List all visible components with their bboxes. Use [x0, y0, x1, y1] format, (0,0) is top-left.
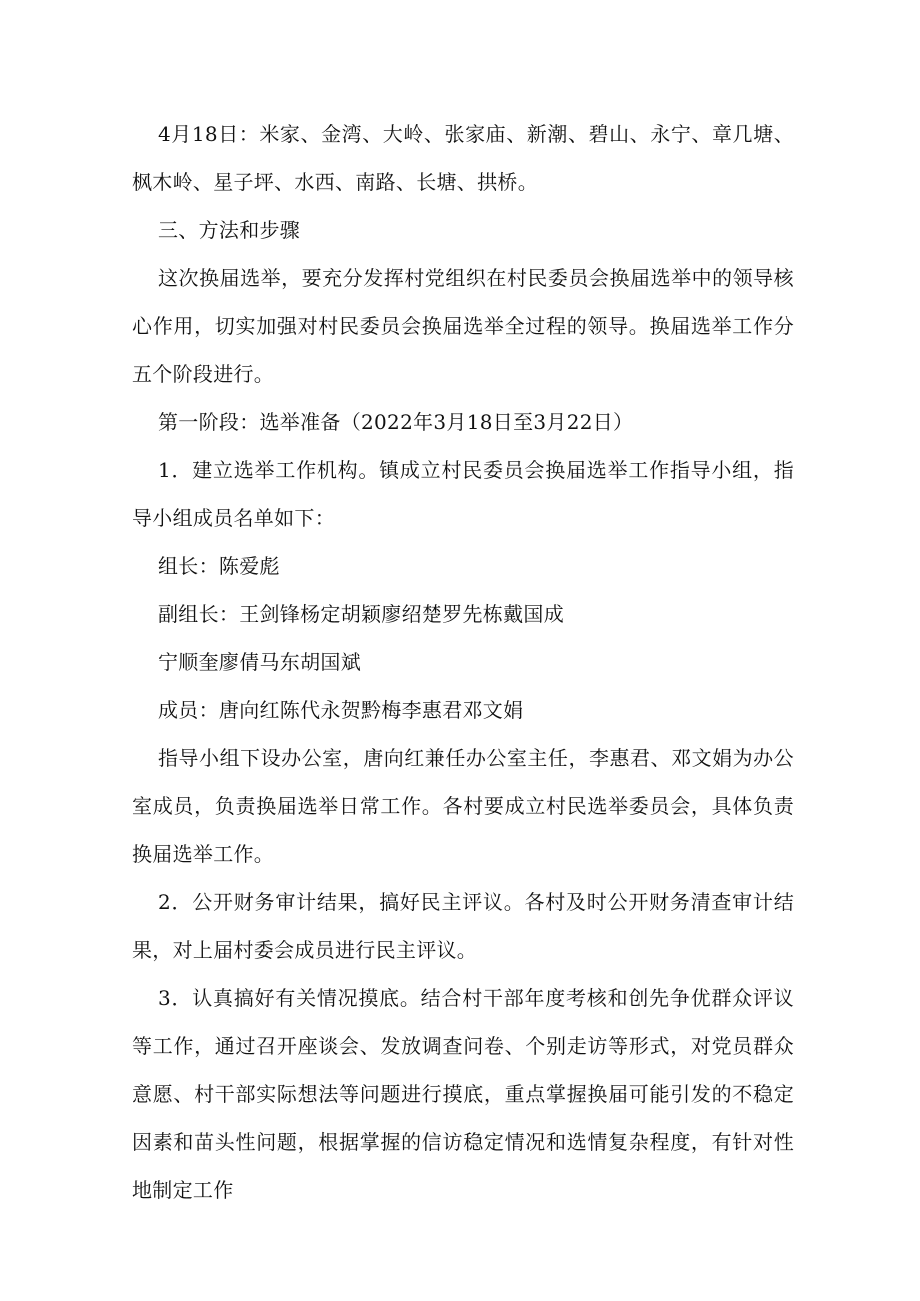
paragraph-schedule-april-18: 4月18日：米家、金湾、大岭、张家庙、新潮、碧山、永宁、章几塘、枫木岭、星子坪、水西、南路、长塘、拱桥。: [132, 122, 794, 194]
deputy-leaders-line: 副组长：王剑锋杨定胡颖廖绍楚罗先栋戴国成: [158, 602, 564, 626]
item-1-establish-organization: 1．建立选举工作机构。镇成立村民委员会换届选举工作指导小组，指导小组成员名单如下：: [132, 458, 794, 530]
paragraph-office-setup: 指导小组下设办公室，唐向红兼任办公室主任，李惠君、邓文娟为办公室成员，负责换届选举日常工作。各村要成立村民选举委员会，具体负责换届选举工作。: [132, 746, 794, 866]
item-2-financial-audit: 2．公开财务审计结果，搞好民主评议。各村及时公开财务清查审计结果，对上届村委会成员进行民主评议。: [132, 890, 794, 962]
paragraph-election-overview: 这次换届选举，要充分发挥村党组织在村民委员会换届选举中的领导核心作用，切实加强对村民委员会换届选举全过程的领导。换届选举工作分五个阶段进行。: [132, 266, 794, 386]
document-body: [132, 110, 794, 1214]
members-line: 成员：唐向红陈代永贺黔梅李惠君邓文娟: [158, 698, 524, 722]
deputy-leaders-continued-line: 宁顺奎廖倩马东胡国斌: [158, 650, 361, 674]
item-3-situation-survey: 3．认真搞好有关情况摸底。结合村干部年度考核和创先争优群众评议等工作，通过召开座谈会、发放调查问卷、个别走访等形式，对党员群众意愿、村干部实际想法等问题进行摸底，重点掌握换届可能引发的不稳定因素和苗头性问题，根据掌握的信访稳定情况和选情复杂程度，有针对性地制定工作: [132, 986, 794, 1202]
section-heading-methods-steps: 三、方法和步骤: [158, 218, 301, 242]
group-leader-line: 组长：陈爱彪: [158, 554, 280, 578]
stage-one-heading: 第一阶段：选举准备（2022年3月18日至3月22日）: [158, 410, 634, 434]
